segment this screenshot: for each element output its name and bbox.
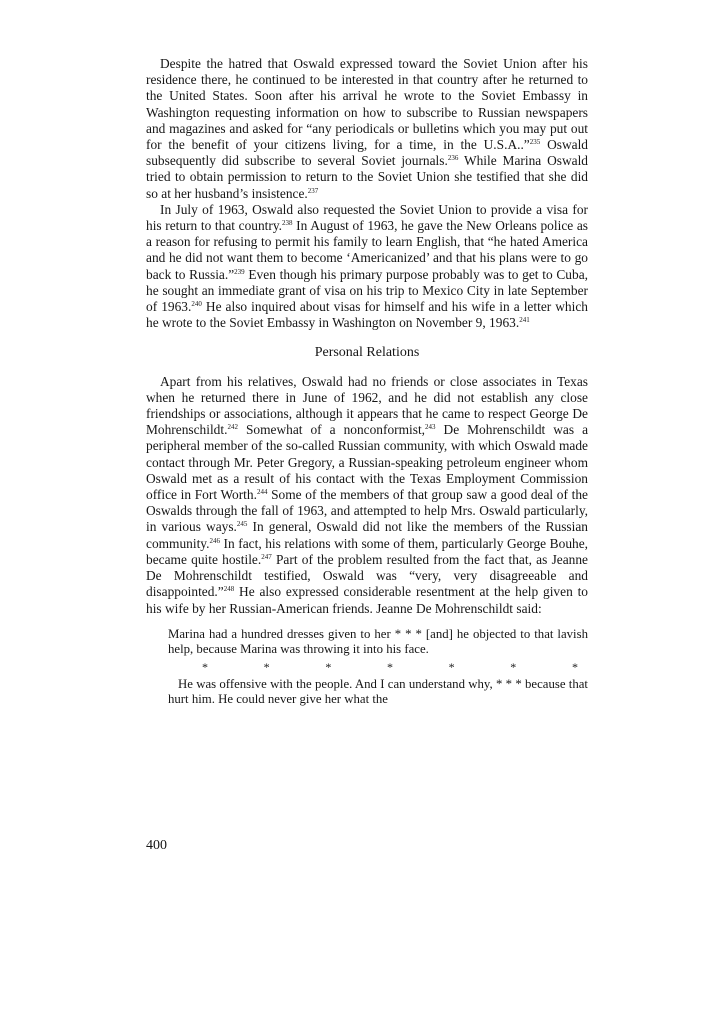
text-run: De Mohrenschildt was a peripheral member of the so-called Russian community, with which Oswald made contact through Mr. Peter Gregory, a Russian-speaking petroleum engineer whom Oswald met as a result of his contact with the Texas Employment Commission office in Fort Worth.	[146, 422, 589, 503]
section-heading: Personal Relations	[314, 345, 420, 361]
text-run: Even though his primary purpose probably was to get to Cuba, he sought an immediate grant of visa on his trip to Mexico City in late September of 1963.	[146, 266, 588, 315]
text-run: He also expressed considerable resentment at the help given to his wife by her Russian-American friends. Jeanne De Mohrenschildt said:	[146, 584, 588, 616]
text-run: Apart from his relatives, Oswald had no friends or close associates in Texas when he returned there in June of 1962, and he did not establish any close friendships or associations, although it appears that he came to respect George De Mohrenschildt.	[146, 373, 588, 438]
page-body	[146, 56, 588, 708]
footnote-reference: 247	[261, 552, 272, 561]
paragraph-2	[146, 202, 588, 332]
quote-line-2: He was offensive with the people. And I can understand why, * * * because that hurt him. He could never give her what the	[168, 676, 588, 707]
footnote-reference: 237	[307, 186, 319, 195]
text-run: Despite the hatred that Oswald expressed toward the Soviet Union after his residence there, he continued to be interested in that country after he returned to the United States. Soon after his arrival he wrote to the Soviet Embassy in Washington requesting information on how to subscribe to Russian newspapers and magazines and asked for “any periodicals or bulletins which you may put out for the benefit of your citizens living, for a time, in the U.S.A..”	[146, 56, 588, 153]
footnote-reference: 242	[227, 423, 238, 432]
page-number: 400	[146, 838, 167, 853]
star: *	[510, 659, 517, 674]
ellipsis-stars	[168, 658, 588, 673]
star: *	[386, 659, 393, 674]
text-run: In general, Oswald did not like the members of the Russian community.	[146, 519, 588, 551]
text-run: Part of the problem resulted from the fact that, as Jeanne De Mohrenschildt testified, Oswald was “very, very disagreeable and disappointed.”	[146, 551, 588, 600]
footnote-reference: 238	[282, 219, 293, 228]
text-run: Somewhat of a nonconformist,	[237, 422, 426, 438]
star: *	[263, 659, 270, 674]
footnote-reference: 246	[209, 536, 220, 545]
footnote-reference: 239	[234, 267, 245, 276]
footnote-reference: 235	[529, 138, 541, 147]
footnote-reference: 248	[223, 585, 235, 594]
footnote-reference: 241	[519, 316, 530, 325]
footnote-reference: 236	[447, 154, 459, 163]
text-run: Some of the members of that group saw a good deal of the Oswalds through the fall of 1963, and attempted to help Mrs. Oswald particularly, in various ways.	[146, 487, 588, 535]
star: *	[325, 659, 332, 674]
text-run: Oswald subsequently did subscribe to several Soviet journals.	[146, 137, 588, 169]
footnote-reference: 244	[256, 488, 268, 497]
text-run: He also inquired about visas for himself and his wife in a letter which he wrote to the Soviet Embassy in Washington on November 9, 1963.	[146, 299, 588, 331]
text-run: In August of 1963, he gave the New Orleans police as a reason for refusing to permit his family to learn English, that “he hated America and he did not want them to become ‘Americanized’ and that his plans were to go back to Russia.”	[146, 218, 588, 282]
star: *	[202, 659, 208, 674]
block-quote	[168, 627, 588, 708]
text-run: In July of 1963, Oswald also requested the Soviet Union to provide a visa for his return to that country.	[146, 201, 588, 234]
paragraph-1	[146, 56, 588, 202]
quote-line-1: Marina had a hundred dresses given to her * * * [and] he objected to that lavish help, because Marina was throwing it into his face.	[168, 626, 588, 657]
paragraph-3	[146, 374, 588, 617]
text-run: In fact, his relations with some of them, particularly George Bouhe, became quite hostile.	[146, 535, 588, 567]
footnote-reference: 243	[425, 423, 436, 432]
star: *	[448, 659, 455, 674]
star: *	[571, 659, 578, 674]
footnote-reference: 240	[191, 300, 202, 309]
text-run: While Marina Oswald tried to obtain permission to return to the Soviet Union she testified that she did so at her husband’s insistence.	[146, 153, 588, 201]
footnote-reference: 245	[236, 520, 248, 529]
